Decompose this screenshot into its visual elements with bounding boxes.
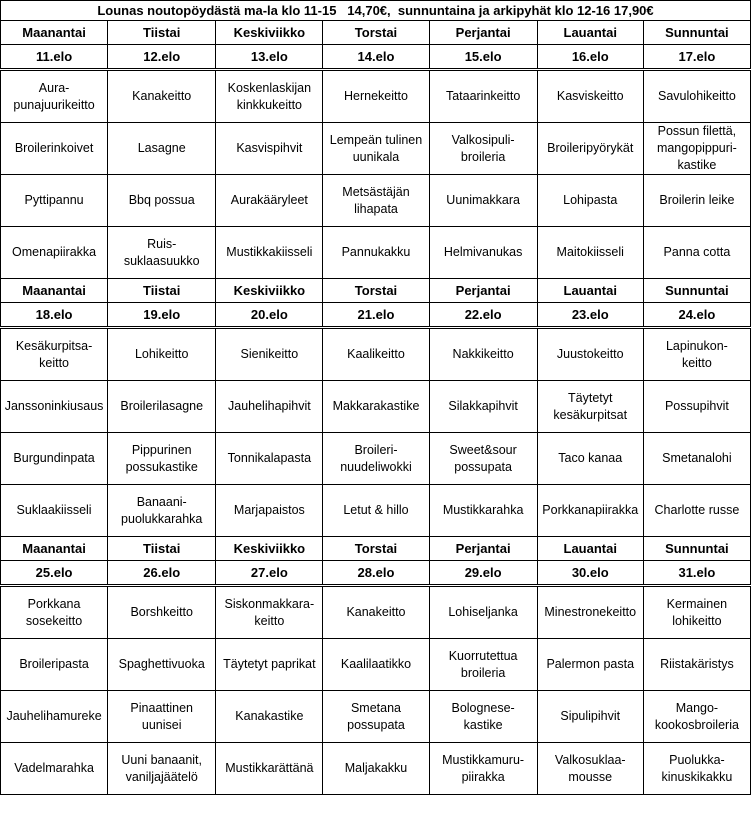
dish-cell: Borshkeitto (108, 587, 216, 639)
day-header-row (1, 279, 751, 303)
dish-cell: Tonnikalapasta (216, 433, 323, 485)
dish-cell: Possun filettä, mangopippuri- kastike (643, 123, 750, 175)
dish-cell: Silakkapihvit (429, 381, 537, 433)
dish-cell: Nakkikeitto (429, 329, 537, 381)
day-name: Torstai (323, 537, 429, 561)
day-name: Maanantai (1, 279, 108, 303)
dish-cell: Possupihvit (643, 381, 750, 433)
dish-cell: Valkosipuli- broileria (429, 123, 537, 175)
dish-cell: Taco kanaa (537, 433, 643, 485)
dish-cell: Siskonmakkara- keitto (216, 587, 323, 639)
dish-cell: Vadelmarahka (1, 743, 108, 795)
day-name: Torstai (323, 279, 429, 303)
dish-cell: Lohipasta (537, 175, 643, 227)
date-row (1, 561, 751, 585)
dish-cell: Mustikkarättänä (216, 743, 323, 795)
dish-cell: Pannukakku (323, 227, 429, 279)
date-cell: 23.elo (537, 303, 643, 327)
date-cell: 20.elo (216, 303, 323, 327)
dish-cell: Täytetyt paprikat (216, 639, 323, 691)
dish-cell: Jauhelihapihvit (216, 381, 323, 433)
dish-cell: Janssoninkiusaus (1, 381, 108, 433)
dish-cell: Lohiseljanka (429, 587, 537, 639)
dish-cell: Broileripasta (1, 639, 108, 691)
dish-row (1, 329, 751, 381)
dish-cell: Koskenlaskijan kinkkukeitto (216, 71, 323, 123)
dish-row (1, 433, 751, 485)
day-header-row (1, 21, 751, 45)
dish-cell: Banaani- puolukkarahka (108, 485, 216, 537)
dish-cell: Kermainen lohikeitto (643, 587, 750, 639)
dish-cell: Broilerilasagne (108, 381, 216, 433)
dish-row (1, 485, 751, 537)
dish-cell: Kanakeitto (323, 587, 429, 639)
dish-cell: Maljakakku (323, 743, 429, 795)
dish-cell: Puolukka- kinuskikakku (643, 743, 750, 795)
dish-row (1, 691, 751, 743)
date-row (1, 303, 751, 327)
day-name: Perjantai (429, 279, 537, 303)
dish-cell: Mustikkakiisseli (216, 227, 323, 279)
dish-cell: Kaalikeitto (323, 329, 429, 381)
dish-cell: Makkarakastike (323, 381, 429, 433)
dish-cell: Kuorrutettua broileria (429, 639, 537, 691)
dish-cell: Smetana possupata (323, 691, 429, 743)
dish-cell: Smetanalohi (643, 433, 750, 485)
dish-cell: Kasviskeitto (537, 71, 643, 123)
dish-cell: Sienikeitto (216, 329, 323, 381)
dish-row (1, 587, 751, 639)
day-name: Torstai (323, 21, 429, 45)
dish-cell: Metsästäjän lihapata (323, 175, 429, 227)
dish-row (1, 639, 751, 691)
dish-cell: Sipulipihvit (537, 691, 643, 743)
date-cell: 25.elo (1, 561, 108, 585)
dish-cell: Porkkana sosekeitto (1, 587, 108, 639)
dish-cell: Tataarinkeitto (429, 71, 537, 123)
day-name: Lauantai (537, 537, 643, 561)
dish-cell: Ruis- suklaasuukko (108, 227, 216, 279)
date-cell: 16.elo (537, 45, 643, 69)
dish-cell: Aura- punajuurikeitto (1, 71, 108, 123)
dish-cell: Mustikkamuru- piirakka (429, 743, 537, 795)
dish-cell: Broileri- nuudeliwokki (323, 433, 429, 485)
date-cell: 11.elo (1, 45, 108, 69)
date-cell: 29.elo (429, 561, 537, 585)
day-name: Maanantai (1, 537, 108, 561)
dish-cell: Täytetyt kesäkurpitsat (537, 381, 643, 433)
date-cell: 22.elo (429, 303, 537, 327)
date-cell: 24.elo (643, 303, 750, 327)
day-name: Perjantai (429, 21, 537, 45)
date-cell: 30.elo (537, 561, 643, 585)
dish-cell: Burgundinpata (1, 433, 108, 485)
date-cell: 19.elo (108, 303, 216, 327)
day-name: Keskiviikko (216, 21, 323, 45)
dish-cell: Kasvispihvit (216, 123, 323, 175)
dish-cell: Lapinukon- keitto (643, 329, 750, 381)
dish-cell: Kesäkurpitsa- keitto (1, 329, 108, 381)
dish-cell: Panna cotta (643, 227, 750, 279)
dish-cell: Kanakastike (216, 691, 323, 743)
day-name: Tiistai (108, 279, 216, 303)
day-name: Maanantai (1, 21, 108, 45)
dish-cell: Lohikeitto (108, 329, 216, 381)
dish-cell: Uunimakkara (429, 175, 537, 227)
dish-cell: Helmivanukas (429, 227, 537, 279)
dish-cell: Letut & hillo (323, 485, 429, 537)
date-cell: 28.elo (323, 561, 429, 585)
day-name: Keskiviikko (216, 537, 323, 561)
dish-cell: Bbq possua (108, 175, 216, 227)
day-name: Tiistai (108, 537, 216, 561)
day-name: Sunnuntai (643, 279, 750, 303)
date-cell: 18.elo (1, 303, 108, 327)
dish-row (1, 227, 751, 279)
dish-cell: Mango- kookosbroileria (643, 691, 750, 743)
dish-cell: Pinaattinen uunisei (108, 691, 216, 743)
day-name: Lauantai (537, 279, 643, 303)
dish-cell: Minestronekeitto (537, 587, 643, 639)
dish-cell: Kanakeitto (108, 71, 216, 123)
date-cell: 14.elo (323, 45, 429, 69)
dish-cell: Marjapaistos (216, 485, 323, 537)
dish-cell: Porkkanapiirakka (537, 485, 643, 537)
dish-row (1, 123, 751, 175)
title-row (1, 1, 751, 21)
dish-row (1, 381, 751, 433)
dish-cell: Lasagne (108, 123, 216, 175)
dish-row (1, 175, 751, 227)
date-cell: 15.elo (429, 45, 537, 69)
dish-cell: Bolognese- kastike (429, 691, 537, 743)
dish-cell: Uuni banaanit, vaniljajäätelö (108, 743, 216, 795)
date-cell: 21.elo (323, 303, 429, 327)
dish-cell: Mustikkarahka (429, 485, 537, 537)
dish-cell: Broilerinkoivet (1, 123, 108, 175)
date-cell: 27.elo (216, 561, 323, 585)
day-name: Perjantai (429, 537, 537, 561)
dish-cell: Pippurinen possukastike (108, 433, 216, 485)
dish-cell: Sweet&sour possupata (429, 433, 537, 485)
dish-cell: Pyttipannu (1, 175, 108, 227)
dish-cell: Hernekeitto (323, 71, 429, 123)
date-row (1, 45, 751, 69)
date-cell: 31.elo (643, 561, 750, 585)
dish-cell: Broilerin leike (643, 175, 750, 227)
dish-cell: Suklaakiisseli (1, 485, 108, 537)
date-cell: 12.elo (108, 45, 216, 69)
dish-cell: Omenapiirakka (1, 227, 108, 279)
day-name: Sunnuntai (643, 537, 750, 561)
dish-row (1, 743, 751, 795)
date-cell: 13.elo (216, 45, 323, 69)
dish-cell: Kaalilaatikko (323, 639, 429, 691)
dish-cell: Aurakääryleet (216, 175, 323, 227)
menu-title: Lounas noutopöydästä ma-la klo 11-15 14,70€, sunnuntaina ja arkipyhät klo 12-16 17,90€ (1, 1, 751, 21)
day-name: Lauantai (537, 21, 643, 45)
dish-cell: Jauhelihamureke (1, 691, 108, 743)
dish-cell: Palermon pasta (537, 639, 643, 691)
dish-cell: Charlotte russe (643, 485, 750, 537)
dish-cell: Riistakäristys (643, 639, 750, 691)
dish-cell: Spaghettivuoka (108, 639, 216, 691)
dish-cell: Maitokiisseli (537, 227, 643, 279)
dish-cell: Savulohikeitto (643, 71, 750, 123)
day-header-row (1, 537, 751, 561)
dish-cell: Broileripyörykät (537, 123, 643, 175)
dish-cell: Juustokeitto (537, 329, 643, 381)
dish-cell: Valkosuklaa- mousse (537, 743, 643, 795)
dish-row (1, 71, 751, 123)
date-cell: 26.elo (108, 561, 216, 585)
day-name: Tiistai (108, 21, 216, 45)
day-name: Keskiviikko (216, 279, 323, 303)
date-cell: 17.elo (643, 45, 750, 69)
dish-cell: Lempeän tulinen uunikala (323, 123, 429, 175)
day-name: Sunnuntai (643, 21, 750, 45)
